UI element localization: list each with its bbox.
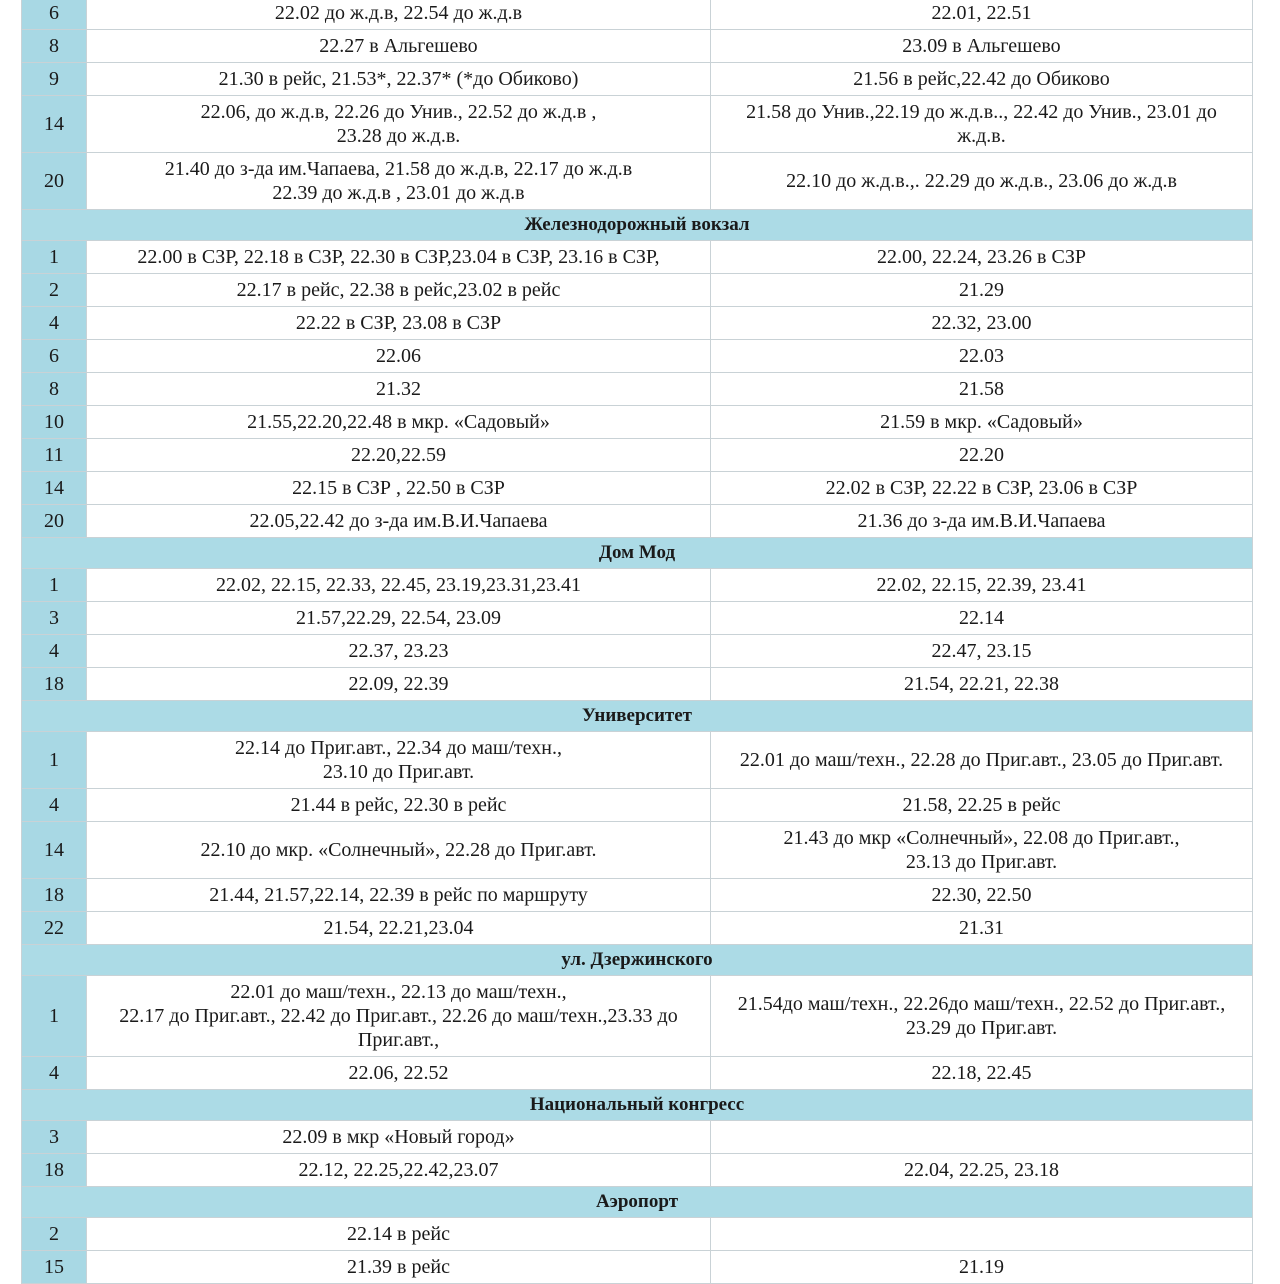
departures-col-b: 22.04, 22.25, 23.18: [711, 1154, 1253, 1187]
schedule-table: [21, 0, 1253, 1284]
stop-section-header: [22, 538, 1253, 569]
departures-col-a: 22.17 в рейс, 22.38 в рейс,23.02 в рейс: [87, 274, 711, 307]
route-number: 20: [22, 505, 87, 538]
departures-col-b: 21.54, 22.21, 22.38: [711, 668, 1253, 701]
table-row: [22, 472, 1253, 505]
departures-col-a: 22.37, 23.23: [87, 635, 711, 668]
route-number: 20: [22, 153, 87, 210]
departures-col-a: 22.09, 22.39: [87, 668, 711, 701]
departures-col-b: [711, 1218, 1253, 1251]
schedule-body: [22, 0, 1253, 1284]
table-row: [22, 373, 1253, 406]
table-row: [22, 912, 1253, 945]
route-number: 6: [22, 340, 87, 373]
table-row: [22, 879, 1253, 912]
table-row: [22, 1121, 1253, 1154]
departures-col-a: 22.10 до мкр. «Солнечный», 22.28 до Приг.авт.: [87, 822, 711, 879]
table-row: [22, 505, 1253, 538]
table-row: [22, 668, 1253, 701]
table-row: [22, 153, 1253, 210]
departures-col-b: 22.47, 23.15: [711, 635, 1253, 668]
departures-col-b: 21.59 в мкр. «Садовый»: [711, 406, 1253, 439]
stop-name: Железнодорожный вокзал: [22, 210, 1253, 241]
stop-section-header: [22, 945, 1253, 976]
route-number: 2: [22, 1218, 87, 1251]
departures-col-a: 22.15 в СЗР , 22.50 в СЗР: [87, 472, 711, 505]
departures-col-b: 22.32, 23.00: [711, 307, 1253, 340]
departures-col-b: 22.18, 22.45: [711, 1057, 1253, 1090]
departures-col-a: 22.02, 22.15, 22.33, 22.45, 23.19,23.31,23.41: [87, 569, 711, 602]
departures-col-a: 22.09 в мкр «Новый город»: [87, 1121, 711, 1154]
departures-col-b: 23.09 в Альгешево: [711, 30, 1253, 63]
route-number: 4: [22, 1057, 87, 1090]
route-number: 14: [22, 822, 87, 879]
departures-col-a: 22.14 в рейс: [87, 1218, 711, 1251]
departures-col-b: 21.58 до Унив.,22.19 до ж.д.в.., 22.42 до Унив., 23.01 до ж.д.в.: [711, 96, 1253, 153]
table-row: [22, 569, 1253, 602]
table-row: [22, 789, 1253, 822]
table-row: [22, 406, 1253, 439]
route-number: 1: [22, 732, 87, 789]
route-number: 14: [22, 96, 87, 153]
stop-section-header: [22, 1187, 1253, 1218]
departures-col-a: 22.05,22.42 до з-да им.В.И.Чапаева: [87, 505, 711, 538]
route-number: 1: [22, 241, 87, 274]
table-row: [22, 1218, 1253, 1251]
departures-col-b: 21.58, 22.25 в рейс: [711, 789, 1253, 822]
departures-col-a: 21.44, 21.57,22.14, 22.39 в рейс по маршруту: [87, 879, 711, 912]
route-number: 14: [22, 472, 87, 505]
departures-col-b: 21.54до маш/техн., 22.26до маш/техн., 22.52 до Приг.авт., 23.29 до Приг.авт.: [711, 976, 1253, 1057]
table-row: [22, 0, 1253, 30]
table-row: [22, 822, 1253, 879]
stop-name: Дом Мод: [22, 538, 1253, 569]
table-row: [22, 30, 1253, 63]
departures-col-b: 22.02, 22.15, 22.39, 23.41: [711, 569, 1253, 602]
route-number: 18: [22, 1154, 87, 1187]
departures-col-b: 22.02 в СЗР, 22.22 в СЗР, 23.06 в СЗР: [711, 472, 1253, 505]
departures-col-b: 22.14: [711, 602, 1253, 635]
route-number: 1: [22, 569, 87, 602]
departures-col-b: 21.19: [711, 1251, 1253, 1284]
stop-section-header: [22, 1090, 1253, 1121]
stop-name: Национальный конгресс: [22, 1090, 1253, 1121]
departures-col-b: 22.03: [711, 340, 1253, 373]
departures-col-b: 21.31: [711, 912, 1253, 945]
table-row: [22, 976, 1253, 1057]
route-number: 4: [22, 789, 87, 822]
stop-section-header: [22, 701, 1253, 732]
route-number: 4: [22, 635, 87, 668]
departures-col-a: 21.32: [87, 373, 711, 406]
route-number: 22: [22, 912, 87, 945]
route-number: 3: [22, 1121, 87, 1154]
departures-col-b: 21.36 до з-да им.В.И.Чапаева: [711, 505, 1253, 538]
table-row: [22, 307, 1253, 340]
route-number: 4: [22, 307, 87, 340]
route-number: 6: [22, 0, 87, 30]
departures-col-b: [711, 1121, 1253, 1154]
route-number: 2: [22, 274, 87, 307]
departures-col-b: 21.43 до мкр «Солнечный», 22.08 до Приг.авт., 23.13 до Приг.авт.: [711, 822, 1253, 879]
route-number: 10: [22, 406, 87, 439]
departures-col-a: 22.27 в Альгешево: [87, 30, 711, 63]
route-number: 3: [22, 602, 87, 635]
table-row: [22, 732, 1253, 789]
route-number: 11: [22, 439, 87, 472]
stop-section-header: [22, 210, 1253, 241]
table-row: [22, 1154, 1253, 1187]
departures-col-a: 22.01 до маш/техн., 22.13 до маш/техн., 22.17 до Приг.авт., 22.42 до Приг.авт., 22.26 до маш/техн.,23.33 до Приг.авт.,: [87, 976, 711, 1057]
departures-col-b: 21.56 в рейс,22.42 до Обиково: [711, 63, 1253, 96]
departures-col-a: 22.02 до ж.д.в, 22.54 до ж.д.в: [87, 0, 711, 30]
route-number: 18: [22, 668, 87, 701]
departures-col-a: 21.57,22.29, 22.54, 23.09: [87, 602, 711, 635]
route-number: 18: [22, 879, 87, 912]
departures-col-b: 22.00, 22.24, 23.26 в СЗР: [711, 241, 1253, 274]
table-row: [22, 340, 1253, 373]
departures-col-a: 21.39 в рейс: [87, 1251, 711, 1284]
departures-col-b: 22.10 до ж.д.в.,. 22.29 до ж.д.в., 23.06 до ж.д.в: [711, 153, 1253, 210]
departures-col-b: 22.30, 22.50: [711, 879, 1253, 912]
table-row: [22, 63, 1253, 96]
departures-col-a: 21.54, 22.21,23.04: [87, 912, 711, 945]
departures-col-a: 22.06, 22.52: [87, 1057, 711, 1090]
departures-col-a: 22.14 до Приг.авт., 22.34 до маш/техн., 23.10 до Приг.авт.: [87, 732, 711, 789]
table-row: [22, 274, 1253, 307]
stop-name: ул. Дзержинского: [22, 945, 1253, 976]
departures-col-a: 21.55,22.20,22.48 в мкр. «Садовый»: [87, 406, 711, 439]
table-row: [22, 1057, 1253, 1090]
departures-col-a: 21.30 в рейс, 21.53*, 22.37* (*до Обиково): [87, 63, 711, 96]
route-number: 1: [22, 976, 87, 1057]
stop-name: Аэропорт: [22, 1187, 1253, 1218]
route-number: 8: [22, 30, 87, 63]
departures-col-b: 22.01, 22.51: [711, 0, 1253, 30]
table-row: [22, 439, 1253, 472]
table-row: [22, 602, 1253, 635]
departures-col-a: 22.06, до ж.д.в, 22.26 до Унив., 22.52 до ж.д.в , 23.28 до ж.д.в.: [87, 96, 711, 153]
table-row: [22, 635, 1253, 668]
departures-col-a: 21.40 до з-да им.Чапаева, 21.58 до ж.д.в, 22.17 до ж.д.в 22.39 до ж.д.в , 23.01 до ж.д.в: [87, 153, 711, 210]
departures-col-b: 22.20: [711, 439, 1253, 472]
departures-col-a: 21.44 в рейс, 22.30 в рейс: [87, 789, 711, 822]
departures-col-b: 21.29: [711, 274, 1253, 307]
departures-col-a: 22.00 в СЗР, 22.18 в СЗР, 22.30 в СЗР,23.04 в СЗР, 23.16 в СЗР,: [87, 241, 711, 274]
route-number: 15: [22, 1251, 87, 1284]
table-row: [22, 1251, 1253, 1284]
route-number: 9: [22, 63, 87, 96]
table-row: [22, 241, 1253, 274]
departures-col-a: 22.22 в СЗР, 23.08 в СЗР: [87, 307, 711, 340]
departures-col-b: 21.58: [711, 373, 1253, 406]
departures-col-a: 22.06: [87, 340, 711, 373]
departures-col-b: 22.01 до маш/техн., 22.28 до Приг.авт., 23.05 до Приг.авт.: [711, 732, 1253, 789]
departures-col-a: 22.20,22.59: [87, 439, 711, 472]
route-number: 8: [22, 373, 87, 406]
departures-col-a: 22.12, 22.25,22.42,23.07: [87, 1154, 711, 1187]
stop-name: Университет: [22, 701, 1253, 732]
table-row: [22, 96, 1253, 153]
